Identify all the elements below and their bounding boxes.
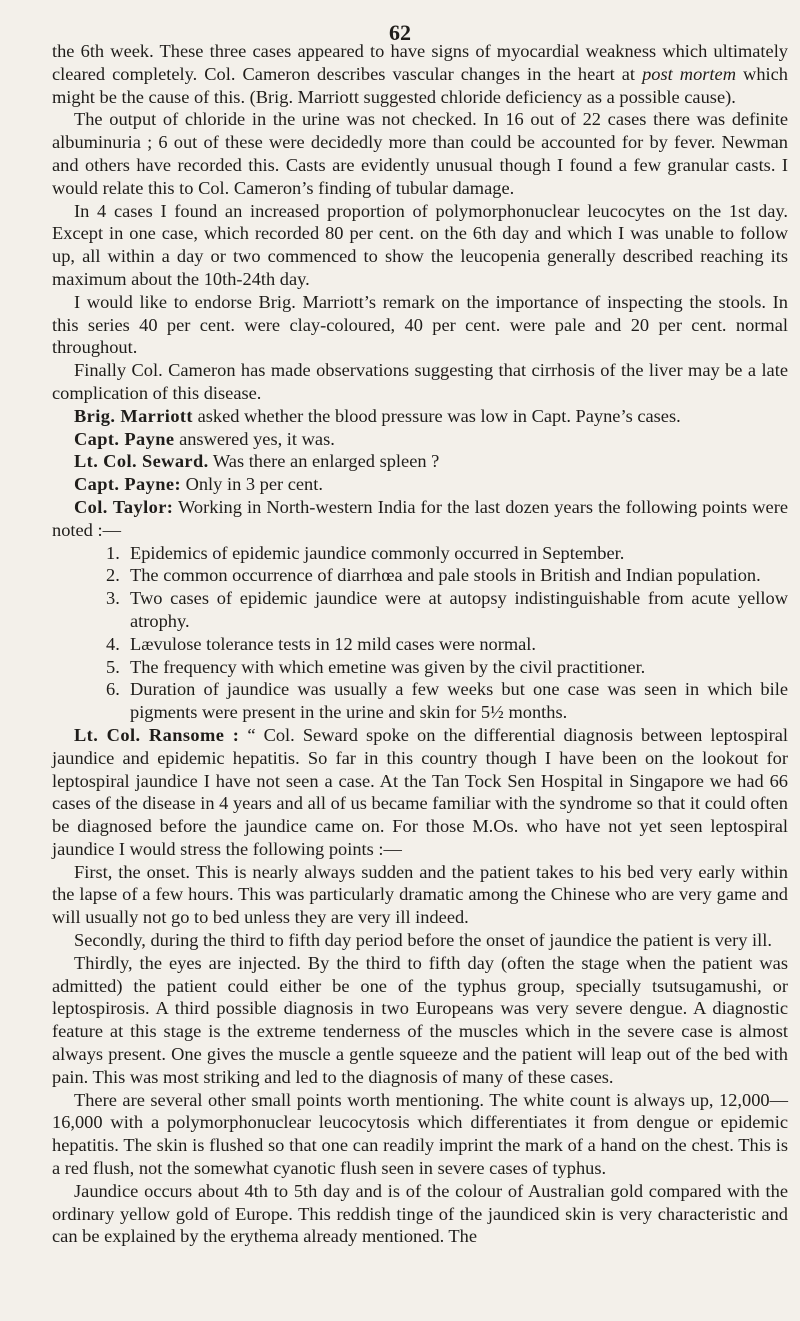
- list-item: [106, 587, 788, 633]
- list-number: 1.: [106, 542, 120, 563]
- paragraph: In 4 cases I found an increased proportion of polymorphonuclear leucocytes on the 1st day. Except in one case, which recorded 80 per cent. on the 6th day and which I was unable to follow up, all within a day or two commenced to show the leucopenia generally described reaching its maximum about the 10th-24th day.: [52, 200, 788, 289]
- list-item: [106, 678, 788, 724]
- list-number: 6.: [106, 679, 120, 700]
- list-item: [106, 542, 788, 565]
- paragraph-text: the 6th week. These three cases appeared to have signs of myocardial weakness which ultimately cleared completely. Col. Cameron describes vascular changes in the heart at: [52, 41, 788, 84]
- paragraph: Jaundice occurs about 4th to 5th day and is of the colour of Australian gold compared with the ordinary yellow gold of Europe. This reddish tinge of the jaundiced skin is very characteristic and can be explained by the erythema already mentioned. The: [52, 1180, 788, 1247]
- list-text: Duration of jaundice was usually a few weeks but one case was seen in which bile pigments were present in the urine and skin for 5½ months.: [130, 679, 788, 723]
- paragraph: The output of chloride in the urine was not checked. In 16 out of 22 cases there was definite albuminuria ; 6 out of these were decidedly more than could be accounted for by fever. Newman and others have recorded this. Casts are evidently unusual though I found a few granular casts. I would relate this to Col. Cameron’s finding of tubular damage.: [52, 109, 788, 198]
- page-number: 62: [389, 20, 411, 45]
- italic-phrase: post mortem: [642, 63, 736, 84]
- list-text: Epidemics of epidemic jaundice commonly occurred in September.: [130, 542, 625, 563]
- paragraph: I would like to endorse Brig. Marriott’s remark on the importance of inspecting the stools. In this series 40 per cent. were clay-coloured, 40 per cent. were pale and 20 per cent. normal throughout.: [52, 291, 788, 358]
- dialogue-line: [52, 450, 788, 473]
- list-number: 4.: [106, 633, 120, 654]
- list-text: The common occurrence of diarrhœa and pale stools in British and Indian population.: [130, 565, 761, 586]
- paragraph: [52, 40, 788, 108]
- dialogue-text: Only in 3 per cent.: [185, 474, 323, 495]
- dialogue-line: [52, 724, 788, 861]
- list-number: 2.: [106, 565, 120, 586]
- speaker-name: Capt. Payne: [74, 428, 175, 449]
- speaker-name: Lt. Col. Ransome :: [74, 724, 240, 745]
- dialogue-line: [52, 428, 788, 451]
- paragraph: Secondly, during the third to fifth day period before the onset of jaundice the patient is very ill.: [74, 930, 772, 951]
- dialogue-line: [52, 496, 788, 542]
- speaker-name: Col. Taylor:: [74, 496, 174, 517]
- dialogue-text: answered yes, it was.: [179, 428, 335, 449]
- paragraph: First, the onset. This is nearly always sudden and the patient takes to his bed very early within the lapse of a few hours. This was particularly dramatic among the Chinese who are very game and will usually not go to bed unless they are very ill indeed.: [52, 861, 788, 928]
- paragraph-text: which might be the cause of this. (Brig. Marriott suggested chloride deficiency as a possible cause).: [52, 63, 788, 107]
- dialogue-text: Working in North-western India for the last dozen years the following points were noted :—: [52, 496, 789, 540]
- speaker-name: Capt. Payne:: [74, 474, 181, 495]
- speaker-name: Brig. Marriott: [74, 405, 193, 426]
- paragraph: Thirdly, the eyes are injected. By the third to fifth day (often the stage when the patient was admitted) the patient could either be one of the typhus group, specially tsutsugamushi, or leptospirosis. A third possible diagnosis in two Europeans was very severe dengue. A diagnostic feature at this stage is the extreme tenderness of the muscles which in the severe case is almost always present. One gives the muscle a gentle squeeze and the patient will leap out of the bed with pain. This was most striking and led to the diagnosis of many of these cases.: [52, 952, 788, 1087]
- list-text: Lævulose tolerance tests in 12 mild cases were normal.: [130, 633, 537, 654]
- dialogue-line: [52, 473, 788, 496]
- dialogue-text: “ Col. Seward spoke on the differential diagnosis between leptospiral jaundice and epidemic hepatitis. So far in this country though I have been on the lookout for leptospiral jaundice I have not seen a case. At the Tan Tock Sen Hospital in Singapore we had 66 cases of the disease in 4 years and all of us became familiar with the syndrome so that it could often be diagnosed before the jaundice came on. For those M.Os. who have not yet seen leptospiral jaundice I would stress the following points :—: [52, 724, 788, 859]
- list-item: [106, 656, 788, 679]
- list-text: The frequency with which emetine was given by the civil practitioner.: [130, 656, 646, 677]
- dialogue-text: asked whether the blood pressure was low in Capt. Payne’s cases.: [197, 405, 681, 426]
- list-number: 3.: [106, 588, 120, 609]
- list-item: [106, 633, 788, 656]
- dialogue-line: [52, 405, 788, 428]
- list-number: 5.: [106, 656, 120, 677]
- speaker-name: Lt. Col. Seward.: [74, 451, 209, 472]
- list-text: Two cases of epidemic jaundice were at autopsy indistinguishable from acute yellow atrophy.: [130, 588, 788, 631]
- body-text: [52, 40, 788, 1248]
- list-item: [106, 564, 788, 587]
- paragraph: Finally Col. Cameron has made observations suggesting that cirrhosis of the liver may be a late complication of this disease.: [52, 360, 788, 403]
- dialogue-text: Was there an enlarged spleen ?: [212, 451, 440, 472]
- numbered-list: [52, 542, 788, 724]
- paragraph: There are several other small points worth mentioning. The white count is always up, 12,000—16,000 with a polymorphonuclear leucocytosis which differentiates it from dengue or epidemic hepatitis. The skin is flushed so that one can readily imprint the mark of a hand on the chest. This is a red flush, not the somewhat cyanotic flush seen in severe cases of typhus.: [52, 1089, 788, 1179]
